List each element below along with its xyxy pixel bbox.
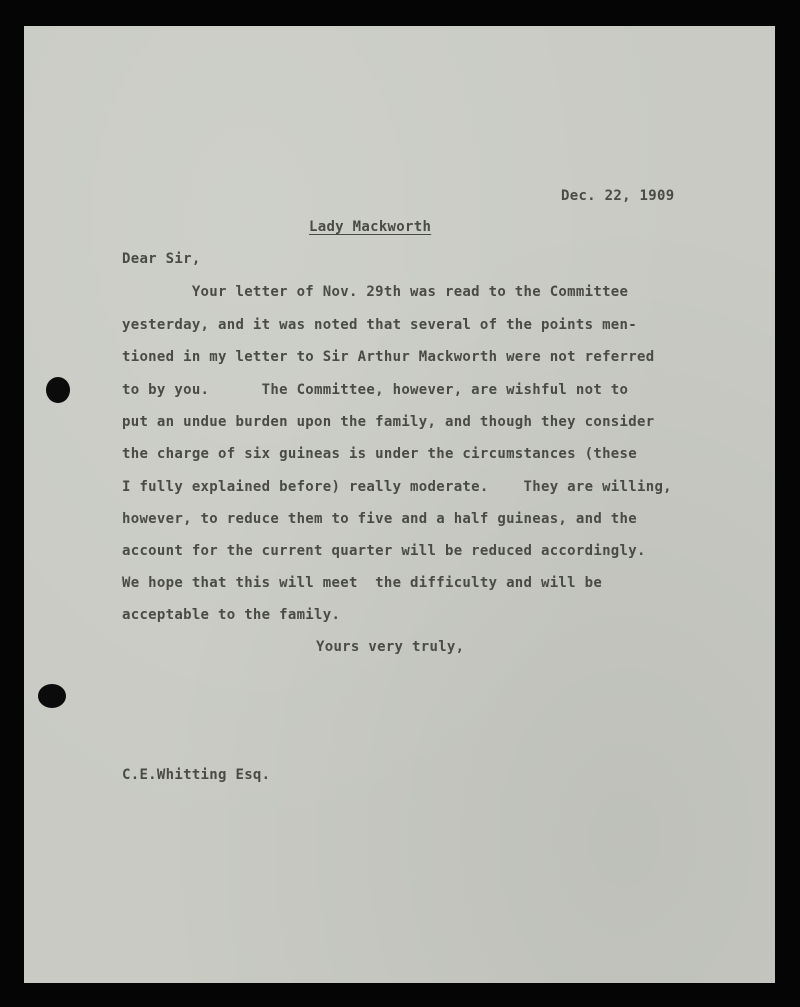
letter-salutation: Dear Sir, [122,251,201,267]
letter-addressee: C.E.Whitting Esq. [122,767,271,783]
punch-hole-lower [38,684,66,708]
body-line: Your letter of Nov. 29th was read to the Committee [122,284,629,300]
body-line: tioned in my letter to Sir Arthur Mackworth were not referred [122,349,655,365]
body-line: We hope that this will meet the difficulty and will be [122,575,603,591]
body-line: yesterday, and it was noted that several of the points men- [122,317,637,333]
body-line: the charge of six guineas is under the circumstances (these [122,446,637,462]
letter-closing: Yours very truly, [316,639,465,655]
letter-sheet [24,26,775,983]
letter-subject: Lady Mackworth [309,219,432,235]
body-line: acceptable to the family. [122,607,341,623]
body-line: I fully explained before) really moderate. They are willing, [122,479,672,495]
body-line: however, to reduce them to five and a half guineas, and the [122,511,637,527]
letter-date: Dec. 22, 1909 [561,188,675,204]
body-line: put an undue burden upon the family, and though they consider [122,414,655,430]
punch-hole-upper [46,377,70,403]
body-line: account for the current quarter will be reduced accordingly. [122,543,646,559]
body-line: to by you. The Committee, however, are wishful not to [122,382,629,398]
